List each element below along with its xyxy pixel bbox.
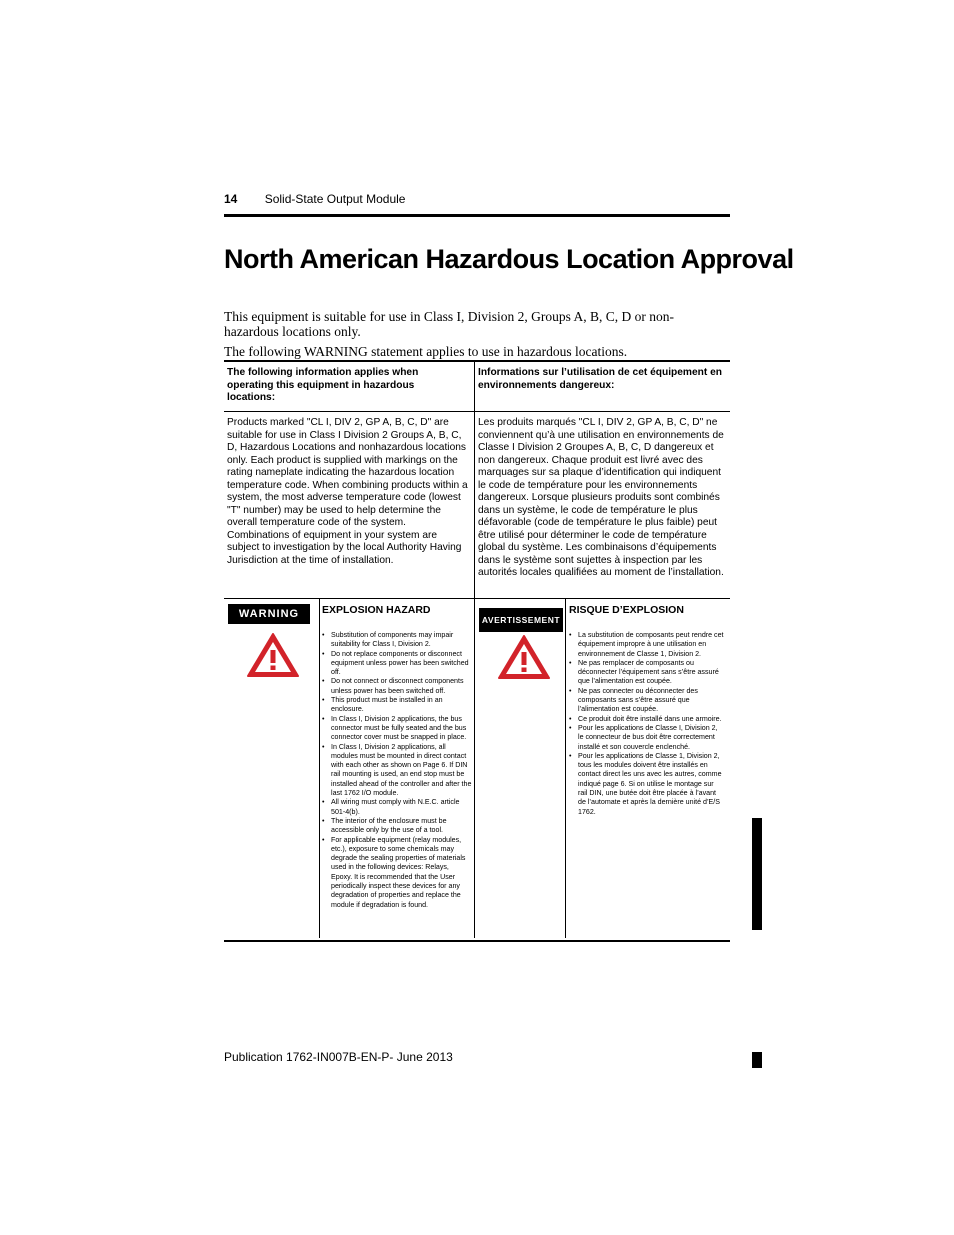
- hazard-list-en: [322, 631, 472, 910]
- warning-badge: WARNING: [228, 604, 310, 624]
- hazard-list-item: • The interior of the enclosure must be accessible only by the use of a tool.: [322, 817, 472, 836]
- hazard-list-item: • Do not replace components or disconnect equipment unless power has been switched off.: [322, 650, 472, 678]
- footer-marker: [752, 1052, 762, 1068]
- warning-divider-en: [319, 598, 320, 938]
- hazard-list-item: • Ne pas remplacer de composants ou déconnecter l’équipement sans s’être assuré que l’alimentation est coupée.: [569, 659, 725, 687]
- page-title: North American Hazardous Location Approval: [224, 244, 794, 274]
- publication-footer: Publication 1762-IN007B-EN-P- June 2013: [224, 1050, 453, 1064]
- warning-triangle-icon: [497, 634, 551, 680]
- hazard-list-item: • All wiring must comply with N.E.C. article 501-4(b).: [322, 798, 472, 817]
- warning-triangle-icon: [246, 632, 300, 678]
- hazard-list-item: • Ne pas connecter ou déconnecter des composants sans s’être assuré que l’alimentation est coupée.: [569, 687, 725, 715]
- warning-statement-intro: The following WARNING statement applies to use in hazardous locations.: [224, 344, 628, 359]
- hazard-list-item: • For applicable equipment (relay modules, etc.), exposure to some chemicals may degrade the sealing properties of materials used in the following devices: Relays, Epoxy. It is recommended that the User periodically inspect these devices for any degradation of properties and replace the module if degradation is found.: [322, 836, 472, 910]
- running-title: Solid-State Output Module: [264, 192, 406, 206]
- page-number: 14: [224, 192, 238, 206]
- section-tab-marker: [752, 818, 762, 930]
- risque-explosion-title: RISQUE D’EXPLOSION: [569, 604, 684, 616]
- header-row-divider: [224, 411, 730, 412]
- table-header-en: The following information applies when operating this equipment in hazardous locations:: [227, 367, 419, 403]
- page-header: [224, 192, 405, 206]
- hazard-list-item: • Pour les applications de Classe I, Division 2, le connecteur de bus doit être correctement installé et son couvercle enclenché.: [569, 724, 725, 752]
- intro-paragraph: This equipment is suitable for use in Class I, Division 2, Groups A, B, C, D or non-hazardous locations only.: [224, 309, 674, 339]
- header-rule: [224, 214, 730, 217]
- hazard-list-fr: [569, 631, 725, 817]
- table-header-fr: Informations sur l’utilisation de cet équipement en environnements dangereux:: [478, 367, 722, 391]
- hazard-list-item: • La substitution de composants peut rendre cet équipement impropre à une utilisation en environnement de Classe 1, Division 2.: [569, 631, 725, 659]
- hazard-list-item: • Substitution of components may impair suitability for Class I, Division 2.: [322, 631, 472, 650]
- column-divider: [474, 362, 475, 938]
- table-body-en: Products marked "CL I, DIV 2, GP A, B, C, D" are suitable for use in Class I Division 2 Groups A, B, C, D, Hazardous Locations and nonhazardous locations only. Each product is supplied with markings on the rating nameplate indicating the hazardous location temperature code. When combining products within a system, the most adverse temperature code (lowest "T" number) may be used to help determine the overall temperature code of the system. Combinations of equipment in your system are subject to investigation by the local Authority Having Jurisdiction at the time of installation.: [227, 417, 468, 566]
- hazard-list-item: • Ce produit doit être installé dans une armoire.: [569, 715, 725, 724]
- hazard-list-item: • Do not connect or disconnect components unless power has been switched off.: [322, 677, 472, 696]
- table-body-fr: Les produits marqués "CL I, DIV 2, GP A, B, C, D" ne conviennent qu’à une utilisation en environnements de Classe I Division 2 Groupes A, B, C, D dangereux et non dangereux. Chaque produit est livré avec des marquages sur sa plaque d’identification qui indiquent le code de température pour les environnements dangereux. Lorsque plusieurs produits sont combinés dans un système, le code de température le plus défavorable (code de température le plus faible) peut être utilisé pour déterminer le code de température global du système. Les combinaisons d’équipements dans le système sont sujettes à inspection par les autorités locales qualifiées au moment de l’installation.: [478, 417, 724, 578]
- warning-divider-fr: [565, 598, 566, 938]
- explosion-hazard-title: EXPLOSION HAZARD: [322, 604, 431, 616]
- body-row-divider: [224, 598, 730, 599]
- hazardous-location-table: [224, 360, 730, 942]
- hazard-list-item: • In Class I, Division 2 applications, all modules must be mounted in direct contact with each other as shown on Page 6. If DIN rail mounting is used, an end stop must be installed ahead of the controller and after the last 1762 I/O module.: [322, 743, 472, 799]
- hazard-list-item: • Pour les applications de Classe 1, Division 2, tous les modules doivent être installés en contact direct les uns avec les autres, comme indiqué page 6. Si on utilise le montage sur rail DIN, une butée doit être placée à l’avant de l’automate et après la dernière unité d’E/S 1762.: [569, 752, 725, 817]
- avertissement-badge: AVERTISSEMENT: [479, 608, 563, 632]
- hazard-list-item: • This product must be installed in an enclosure.: [322, 696, 472, 715]
- hazard-list-item: • In Class I, Division 2 applications, the bus connector must be fully seated and the bus connector cover must be snapped in place.: [322, 715, 472, 743]
